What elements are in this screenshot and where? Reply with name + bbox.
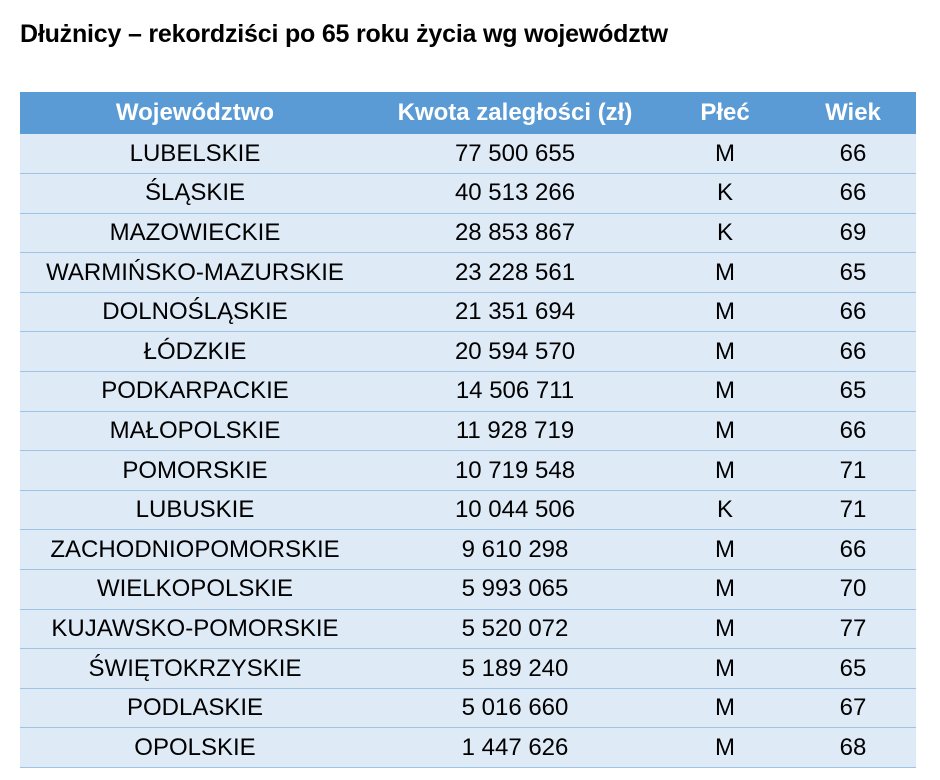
- cell-age: 69: [790, 213, 916, 253]
- column-header-amount: Kwota zaległości (zł): [370, 92, 660, 134]
- cell-gender: M: [660, 688, 790, 728]
- cell-voivodeship: KUJAWSKO-POMORSKIE: [20, 609, 370, 649]
- cell-gender: M: [660, 372, 790, 412]
- table-row: [20, 609, 916, 649]
- table-row: [20, 372, 916, 412]
- table-row: [20, 292, 916, 332]
- cell-voivodeship: LUBUSKIE: [20, 490, 370, 530]
- cell-amount: 23 228 561: [370, 253, 660, 293]
- table-row: [20, 451, 916, 491]
- table-row: [20, 490, 916, 530]
- table-row: [20, 728, 916, 768]
- table-header-row: [20, 92, 916, 134]
- column-header-gender: Płeć: [660, 92, 790, 134]
- cell-gender: K: [660, 490, 790, 530]
- cell-gender: M: [660, 292, 790, 332]
- cell-gender: K: [660, 174, 790, 214]
- cell-amount: 11 928 719: [370, 411, 660, 451]
- cell-age: 66: [790, 332, 916, 372]
- cell-gender: M: [660, 530, 790, 570]
- table-row: [20, 570, 916, 610]
- cell-voivodeship: PODKARPACKIE: [20, 372, 370, 412]
- cell-amount: 28 853 867: [370, 213, 660, 253]
- cell-voivodeship: OPOLSKIE: [20, 728, 370, 768]
- cell-amount: 14 506 711: [370, 372, 660, 412]
- table-row: [20, 134, 916, 174]
- cell-voivodeship: WIELKOPOLSKIE: [20, 570, 370, 610]
- cell-gender: M: [660, 649, 790, 689]
- cell-amount: 5 189 240: [370, 649, 660, 689]
- cell-age: 77: [790, 609, 916, 649]
- page-title: Dłużnicy – rekordziści po 65 roku życia wg województw: [20, 20, 668, 48]
- cell-amount: 10 719 548: [370, 451, 660, 491]
- table-row: [20, 332, 916, 372]
- table-body: [20, 134, 916, 768]
- cell-age: 66: [790, 292, 916, 332]
- cell-voivodeship: PODLASKIE: [20, 688, 370, 728]
- cell-voivodeship: ŚLĄSKIE: [20, 174, 370, 214]
- cell-amount: 5 993 065: [370, 570, 660, 610]
- cell-voivodeship: DOLNOŚLĄSKIE: [20, 292, 370, 332]
- cell-amount: 10 044 506: [370, 490, 660, 530]
- table-row: [20, 649, 916, 689]
- cell-voivodeship: ŚWIĘTOKRZYSKIE: [20, 649, 370, 689]
- cell-age: 70: [790, 570, 916, 610]
- table-row: [20, 411, 916, 451]
- cell-amount: 1 447 626: [370, 728, 660, 768]
- table-row: [20, 213, 916, 253]
- cell-voivodeship: WARMIŃSKO-MAZURSKIE: [20, 253, 370, 293]
- cell-amount: 20 594 570: [370, 332, 660, 372]
- cell-age: 65: [790, 253, 916, 293]
- cell-age: 66: [790, 134, 916, 174]
- cell-amount: 40 513 266: [370, 174, 660, 214]
- cell-gender: M: [660, 728, 790, 768]
- cell-gender: M: [660, 609, 790, 649]
- cell-amount: 77 500 655: [370, 134, 660, 174]
- cell-gender: M: [660, 451, 790, 491]
- cell-amount: 21 351 694: [370, 292, 660, 332]
- cell-voivodeship: LUBELSKIE: [20, 134, 370, 174]
- cell-voivodeship: MAŁOPOLSKIE: [20, 411, 370, 451]
- cell-gender: M: [660, 332, 790, 372]
- cell-age: 66: [790, 174, 916, 214]
- cell-voivodeship: ZACHODNIOPOMORSKIE: [20, 530, 370, 570]
- cell-amount: 5 016 660: [370, 688, 660, 728]
- cell-amount: 5 520 072: [370, 609, 660, 649]
- table-row: [20, 688, 916, 728]
- cell-voivodeship: ŁÓDZKIE: [20, 332, 370, 372]
- cell-age: 68: [790, 728, 916, 768]
- cell-age: 71: [790, 490, 916, 530]
- cell-gender: M: [660, 134, 790, 174]
- cell-gender: M: [660, 411, 790, 451]
- column-header-age: Wiek: [790, 92, 916, 134]
- debtors-table: [20, 92, 916, 768]
- cell-voivodeship: MAZOWIECKIE: [20, 213, 370, 253]
- table-row: [20, 253, 916, 293]
- cell-age: 67: [790, 688, 916, 728]
- cell-age: 66: [790, 530, 916, 570]
- column-header-voivodeship: Województwo: [20, 92, 370, 134]
- cell-age: 71: [790, 451, 916, 491]
- cell-age: 65: [790, 372, 916, 412]
- cell-age: 65: [790, 649, 916, 689]
- cell-voivodeship: POMORSKIE: [20, 451, 370, 491]
- cell-gender: K: [660, 213, 790, 253]
- cell-gender: M: [660, 253, 790, 293]
- cell-amount: 9 610 298: [370, 530, 660, 570]
- table-row: [20, 530, 916, 570]
- table-row: [20, 174, 916, 214]
- cell-gender: M: [660, 570, 790, 610]
- cell-age: 66: [790, 411, 916, 451]
